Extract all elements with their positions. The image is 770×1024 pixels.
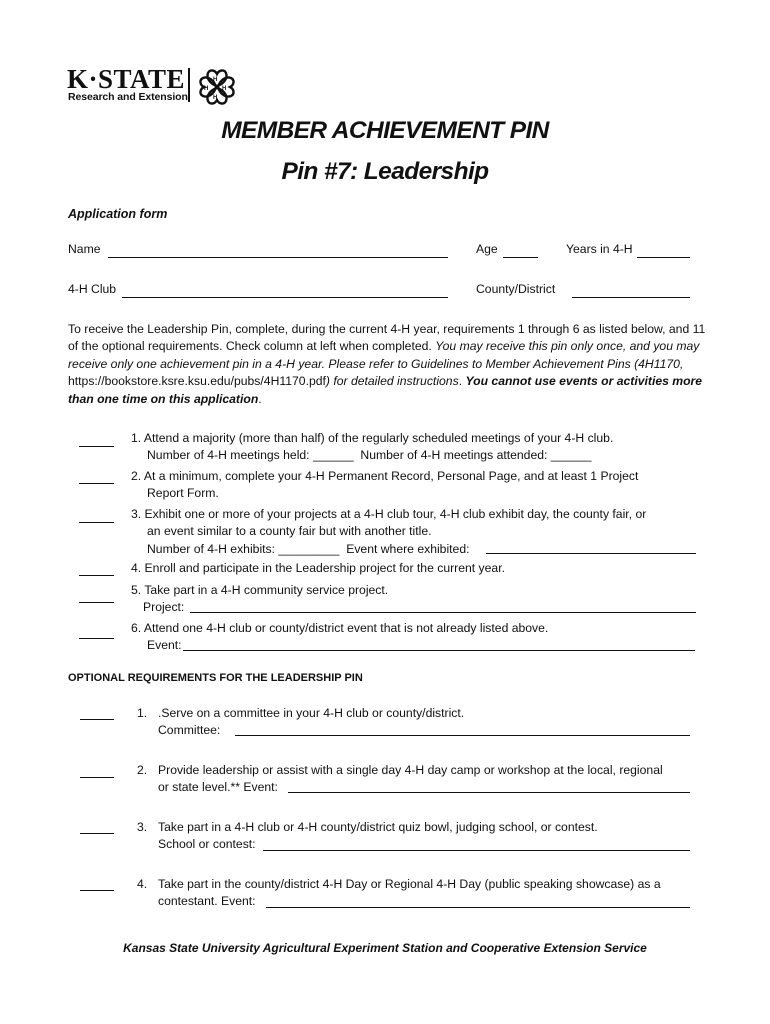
event-label: Event:: [147, 638, 182, 653]
four-h-clover-icon: [196, 66, 238, 108]
name-label: Name: [68, 242, 101, 256]
check-blank-opt-3[interactable]: [80, 833, 114, 834]
logo-divider: [188, 68, 190, 102]
event-exhibited-field[interactable]: [486, 553, 696, 554]
requirement-text: 5. Take part in a 4-H community service project.: [131, 583, 389, 597]
requirement-text-cont: Report Form.: [147, 486, 219, 501]
research-extension-text: Research and Extension: [68, 91, 188, 103]
requirement-text: 2. At a minimum, complete your 4-H Permanent Record, Personal Page, and at least 1 Project: [131, 469, 639, 483]
optional-event-field[interactable]: [288, 792, 690, 793]
name-field[interactable]: [108, 257, 448, 258]
instructions-italic: You may receive this pin only once, and you may receive only one achievement pin in a 4-H year. Please refer to Guidelines to Member Achievement Pins (4H1170,: [68, 339, 700, 371]
section-label: Application form: [68, 207, 168, 221]
requirement-fields: [131, 447, 613, 464]
svg-text:H: H: [213, 95, 218, 101]
svg-text:H: H: [222, 86, 227, 92]
event-field[interactable]: [183, 650, 695, 651]
exhibits-count: Number of 4-H exhibits: _________: [147, 541, 340, 556]
contestant-event-field[interactable]: [266, 907, 690, 908]
project-field[interactable]: [190, 612, 696, 613]
optional-text: .Serve on a committee in your 4-H club or county/district.: [158, 706, 465, 720]
optional-text: Provide leadership or assist with a single day 4-H day camp or workshop at the local, regional: [158, 763, 663, 777]
check-blank-req-4[interactable]: [79, 575, 114, 576]
requirement-text: 1. Attend a majority (more than half) of the regularly scheduled meetings of your 4-H club.: [131, 431, 614, 445]
guidelines-link[interactable]: https://bookstore.ksre.ksu.edu/pubs/4H1170.pdf: [68, 374, 326, 389]
page-subtitle: Pin #7: Leadership: [281, 158, 489, 185]
optional-heading: OPTIONAL REQUIREMENTS FOR THE LEADERSHIP PIN: [68, 672, 363, 684]
optional-2-num: 2.: [137, 763, 148, 777]
requirement-fields: [131, 541, 646, 558]
requirement-4: [131, 560, 505, 577]
committee-field[interactable]: [235, 735, 690, 736]
optional-3-num: 3.: [137, 820, 148, 834]
county-label: County/District: [476, 282, 556, 296]
requirement-text: 3. Exhibit one or more of your projects at a 4-H club tour, 4-H club exhibit day, the county fair, or: [131, 507, 647, 521]
age-field[interactable]: [503, 257, 538, 258]
page-title: MEMBER ACHIEVEMENT PIN: [221, 117, 549, 144]
instructions-separator: .: [458, 374, 466, 389]
requirement-text: 6. Attend one 4-H club or county/district event that is not already listed above.: [131, 621, 549, 635]
check-blank-opt-2[interactable]: [80, 777, 114, 778]
event-exhibited-label: Event where exhibited:: [346, 541, 470, 556]
svg-text:H: H: [204, 86, 209, 92]
requirement-text: 4. Enroll and participate in the Leadership project for the current year.: [131, 561, 505, 575]
optional-4-num: 4.: [137, 877, 148, 891]
years-field[interactable]: [637, 257, 690, 258]
optional-1-num: 1.: [137, 706, 148, 720]
instructions-period: .: [258, 391, 262, 406]
instructions-paragraph: [68, 321, 708, 408]
svg-text:H: H: [213, 77, 218, 83]
optional-text: Take part in the county/district 4-H Day or Regional 4-H Day (public speaking showcase) as a: [158, 877, 661, 891]
requirement-2: [131, 468, 638, 503]
event-label: contestant. Event:: [158, 894, 256, 909]
requirement-3: [131, 506, 646, 558]
county-field[interactable]: [572, 297, 690, 298]
check-blank-opt-4[interactable]: [80, 890, 114, 891]
committee-label: Committee:: [158, 723, 221, 738]
requirement-1: [131, 430, 613, 465]
check-blank-opt-1[interactable]: [80, 719, 114, 720]
check-blank-req-1[interactable]: [79, 446, 114, 447]
instructions-text: To receive the Leadership Pin, complete, during the current 4-H year, requirements 1 through 6 as listed below, and 11 of the optional requirements. Check column at left when completed.: [68, 322, 706, 354]
contest-label: School or contest:: [158, 837, 256, 852]
event-label: or state level.** Event:: [158, 780, 278, 795]
club-field[interactable]: [122, 297, 448, 298]
requirement-text-cont: an event similar to a county fair but with another title.: [147, 524, 432, 539]
meetings-held: Number of 4-H meetings held: ______: [147, 448, 354, 463]
optional-requirement-3: [158, 819, 598, 854]
years-label: Years in 4-H: [566, 242, 633, 256]
club-label: 4-H Club: [68, 282, 117, 296]
footer-text: Kansas State University Agricultural Experiment Station and Cooperative Extension Service: [123, 941, 647, 955]
optional-requirement-4: [158, 876, 661, 911]
check-blank-req-6[interactable]: [79, 638, 114, 639]
meetings-attended: Number of 4-H meetings attended: ______: [360, 448, 592, 463]
kstate-logo-text: K·STATE: [67, 64, 186, 94]
check-blank-req-2[interactable]: [79, 483, 114, 484]
check-blank-req-3[interactable]: [79, 522, 114, 523]
check-blank-req-5[interactable]: [79, 602, 114, 603]
contest-field[interactable]: [263, 850, 690, 851]
project-label: Project:: [143, 600, 185, 615]
optional-text: Take part in a 4-H club or 4-H county/district quiz bowl, judging school, or contest.: [158, 820, 598, 834]
age-label: Age: [476, 242, 498, 256]
instructions-warning: You cannot use events or activities more than one time on this application: [68, 374, 703, 406]
instructions-italic-2: ) for detailed instructions: [325, 374, 459, 389]
